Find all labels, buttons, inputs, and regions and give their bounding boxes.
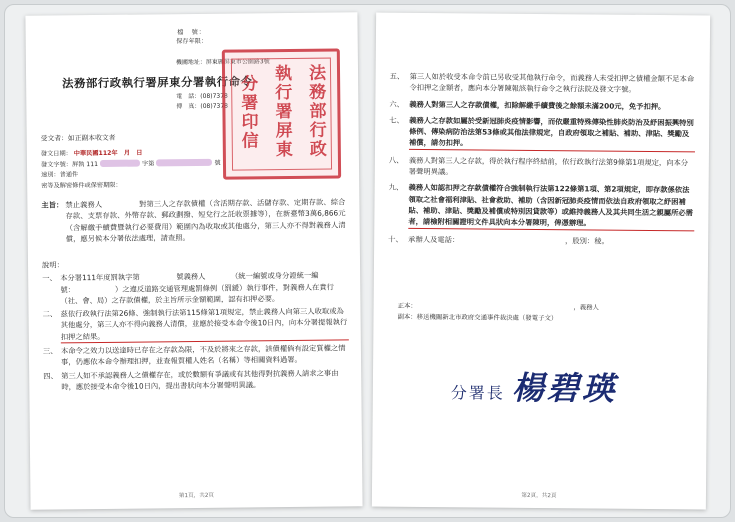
retention-label: 保存年限： bbox=[176, 37, 208, 46]
item-text: 本命令之效力以送達時已存在之存款為限，不及於將來之存款，該債權倘有設定質權之情事，仍應依本命令辦理扣押，並查報質權人姓名（名稱）等相關資料過署。 bbox=[60, 343, 346, 367]
item-number: 五、 bbox=[389, 71, 405, 81]
issue-number-label: 發文字號：屏執 bbox=[40, 160, 85, 169]
explanation-item bbox=[43, 367, 349, 393]
secrecy-row: 密等及解密條件或保密期限： bbox=[41, 181, 122, 190]
official-seal bbox=[222, 48, 341, 179]
item-text: 本分署111年度罰執字第 號義務人 （統一編號或身分證統一編號： ）之違反道路交通管理處罰條例（罰鍰）執行事件，對義務人在貴行（社、會、局）之存款債權，於主旨所示金額範圍，認有扣押必要。 bbox=[60, 270, 334, 306]
item-number: 七、 bbox=[389, 115, 404, 125]
document-title: 法務部行政執行署屏東分署執行命令 bbox=[62, 74, 253, 91]
explanation-item bbox=[42, 270, 348, 307]
subject-label: 主旨： bbox=[41, 200, 64, 210]
page-footer: 第1頁，共2頁 bbox=[178, 492, 215, 499]
item-text: 茲依行政執行法第26條、強制執行法第115條第1項規定，禁止義務人向第三人收取或為其他處分，第三人亦不得向義務人清償，並應於接受本命令後10日內，向本分署提報執行扣押之結果。 bbox=[60, 306, 348, 344]
director-name: 楊碧瑛 bbox=[511, 368, 618, 408]
explanation-item bbox=[43, 342, 349, 368]
explanation-item bbox=[389, 71, 695, 96]
explanation-list-continued bbox=[388, 71, 696, 253]
issue-number-mid: 111 bbox=[86, 160, 99, 168]
subject-block bbox=[41, 196, 345, 244]
explanation-item bbox=[389, 98, 695, 112]
item-number: 六、 bbox=[389, 99, 404, 109]
agency-fax: 傳 真：(08)7378 bbox=[176, 102, 229, 110]
subject-text: 禁止義務人 對第三人之存款債權（含活期存款、活儲存款、定期存款、綜合存款、支票存款、外幣存款、郵政劃撥、短兌行之託收票據等），在新臺幣3萬6,866元（含解繳手續費暨執行必要費用）範圍內為收取或其他處分，第三人亦不得對義務人清償，應另候本分署依法處理，請查照。 bbox=[65, 197, 346, 244]
seal-text-1: 法務部行政 bbox=[304, 63, 326, 159]
issue-number-tail: 字第 bbox=[141, 159, 155, 168]
item-text: 義務人如認扣押之存款債權符合強制執行法第122條第1項、第2項規定，即存款係依法領取之社會福利津貼、社會救助、補助（含因新冠肺炎疫情而依法自政府領取之紓困補貼、補助、津貼、獎勵及補償或特別因貸款等）或維持義務人及其共同生活之親屬所必需者，請檢附相關證明文件具狀向本分署陳明，俾憑辦理。 bbox=[408, 182, 694, 231]
issue-number-end: 號 bbox=[214, 159, 221, 167]
issue-date-label: 發文日期： bbox=[40, 150, 72, 158]
document-page-1 bbox=[25, 12, 362, 509]
item-text: 義務人對第三人之存款，得於執行程序終結前，依行政執行法第9條第1項規定，向本分署聲明異議。 bbox=[408, 155, 689, 177]
item-text: 承辦人及電話： ，股別：稜。 bbox=[408, 234, 609, 246]
explanation-item bbox=[388, 182, 694, 231]
file-number-label: 檔 號： bbox=[177, 28, 207, 37]
speed-row: 速別：普通件 bbox=[41, 171, 79, 179]
issue-number-row bbox=[41, 158, 221, 170]
item-text: 義務人之存款如屬於受新冠肺炎疫情影響，而依嚴重特殊傳染性肺炎防治及紓困振興特別條例、傳染病防治法第53條或其他法律規定，自政府領取之補貼、補助、津貼、獎勵及補償，請勿扣押。 bbox=[409, 115, 695, 152]
explanation-item bbox=[42, 306, 348, 344]
item-number: 八、 bbox=[388, 155, 404, 165]
page-footer: 第2頁，共2頁 bbox=[521, 492, 557, 499]
item-number: 十、 bbox=[388, 234, 403, 244]
seal-text-3: 分署印信 bbox=[237, 74, 258, 151]
explanation-item bbox=[389, 154, 695, 179]
issue-meta bbox=[41, 148, 221, 192]
explanation-item bbox=[388, 233, 694, 247]
director-title: 分署長 bbox=[450, 383, 505, 403]
item-number: 三、 bbox=[42, 346, 58, 356]
item-text: 義務人對第三人之存款債權，扣除解繳手續費後之餘額未滿200元，免予扣押。 bbox=[409, 99, 666, 111]
explanation-label: 說明： bbox=[41, 260, 64, 270]
agency-contact bbox=[176, 92, 228, 112]
item-text: 第三人如不承認義務人之債權存在，或於數額有爭議或有其他得對抗義務人請求之事由時，應於接受本命令後10日內，提出書狀向本分署聲明異議。 bbox=[61, 368, 339, 392]
document-page-2 bbox=[372, 13, 710, 510]
explanation-item bbox=[389, 115, 695, 153]
item-number: 四、 bbox=[43, 371, 58, 381]
director-signature bbox=[451, 363, 618, 412]
issue-date: 中華民國112年 月 日 bbox=[73, 149, 143, 158]
cc-main: 正本： ，義務人 bbox=[397, 301, 599, 312]
redacted-block bbox=[156, 159, 212, 167]
item-number: 九、 bbox=[388, 183, 404, 193]
agency-phone: 電 話：(08)7378 bbox=[176, 92, 228, 101]
item-number: 一、 bbox=[42, 273, 57, 283]
item-number: 二、 bbox=[42, 309, 58, 319]
distribution-block bbox=[397, 301, 598, 325]
redacted-block bbox=[100, 160, 140, 167]
cc-copy: 副本：移送機關新北市政府交通事件裁決處（發電子文） bbox=[397, 312, 558, 323]
agency-address: 機關地址：屏東縣屏東市公園路3號 bbox=[175, 58, 270, 67]
explanation-list bbox=[42, 256, 349, 394]
recipient: 受文者：如正副本收文者 bbox=[40, 133, 116, 143]
seal-text-2: 執行署屏東 bbox=[270, 63, 292, 160]
item-text: 第三人如於收受本命令前已另收受其他執行命令，而義務人未受扣押之債權金額不足本命令扣押之金額者，應向本分署陳報該執行命令之執行法院及發文字號。 bbox=[409, 71, 695, 95]
